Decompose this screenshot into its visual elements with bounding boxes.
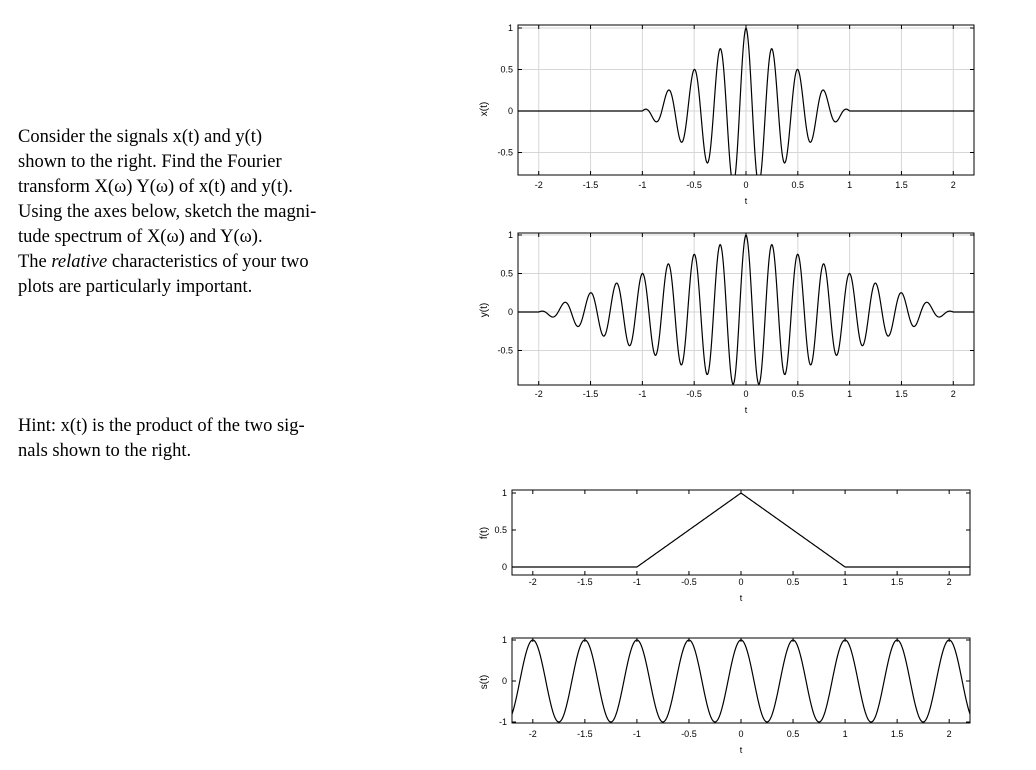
f-ytick-label-1: 0.5: [494, 525, 507, 535]
hint-line-2: nals shown to the right.: [18, 441, 192, 461]
s-ytick-label-2: -1: [498, 717, 507, 727]
hint-line-1: Hint: x(t) is the product of the two sig-: [18, 416, 305, 436]
problem-line-1: Consider the signals x(t) and y(t): [18, 127, 263, 147]
f-ylabel: f(t): [479, 526, 490, 540]
x-xtick-label-2: -1: [638, 180, 647, 190]
relative-emphasis: relative: [51, 252, 108, 272]
y-xtick-label-3: -0.5: [686, 389, 702, 399]
s-xtick-label-2: -1: [632, 729, 641, 739]
x-xtick-label-6: 1: [847, 180, 853, 190]
x-xlabel: t: [744, 196, 748, 206]
s-xtick-label-4: 0: [738, 729, 744, 739]
s-xlabel: t: [739, 745, 743, 755]
f-xtick-label-0: -2: [528, 577, 537, 587]
f-xtick-label-6: 1: [842, 577, 848, 587]
f-xtick-label-5: 0.5: [786, 577, 800, 587]
f-xtick-label-7: 1.5: [890, 577, 904, 587]
y-xlabel: t: [744, 405, 748, 415]
f-ytick-label-2: 0: [501, 562, 507, 572]
problem-line-2: shown to the right. Find the Fourier: [18, 152, 282, 172]
f-ytick-label-0: 1: [501, 488, 507, 498]
s-xtick-label-1: -1.5: [577, 729, 593, 739]
s-xtick-label-6: 1: [842, 729, 848, 739]
f-series-line: [512, 493, 970, 567]
x-ytick-label-0: 1: [507, 23, 513, 33]
x-xtick-label-3: -0.5: [686, 180, 702, 190]
x-xtick-label-8: 2: [950, 180, 956, 190]
s-ytick-label-1: 0: [501, 676, 507, 686]
y-xtick-label-5: 0.5: [791, 389, 805, 399]
y-ytick-label-0: 1: [507, 230, 513, 240]
s-xtick-label-7: 1.5: [890, 729, 904, 739]
x-ylabel: x(t): [479, 101, 490, 117]
f-xtick-label-3: -0.5: [681, 577, 697, 587]
y-xtick-label-2: -1: [638, 389, 647, 399]
x-ytick-label-1: 0.5: [500, 64, 513, 75]
y-xtick-label-8: 2: [950, 389, 956, 399]
s-axes-box: [512, 638, 970, 723]
x-xtick-label-7: 1.5: [895, 180, 908, 190]
problem-line-5: tude spectrum of X(ω) and Y(ω).: [18, 227, 263, 247]
y-ytick-label-3: -0.5: [497, 345, 513, 356]
problem-line-7: plots are particularly important.: [18, 277, 253, 297]
problem-line-6-pre: The: [18, 252, 52, 272]
f-axes-box: [512, 490, 970, 575]
f-xtick-label-2: -1: [632, 577, 641, 587]
x-ytick-label-3: -0.5: [497, 147, 513, 158]
x-xtick-label-0: -2: [534, 180, 543, 190]
y-xtick-label-7: 1.5: [895, 389, 908, 399]
f-xtick-label-4: 0: [738, 577, 744, 587]
f-xtick-label-8: 2: [946, 577, 952, 587]
s-xtick-label-8: 2: [946, 729, 952, 739]
s-ytick-label-0: 1: [501, 635, 507, 645]
y-xtick-label-1: -1.5: [582, 389, 599, 399]
s-xtick-label-0: -2: [528, 729, 537, 739]
y-ytick-label-2: 0: [507, 307, 513, 317]
y-ytick-label-1: 0.5: [500, 268, 513, 279]
s-ylabel: s(t): [479, 674, 490, 690]
x-ytick-label-2: 0: [507, 106, 513, 116]
y-xtick-label-6: 1: [847, 389, 853, 399]
x-xtick-label-1: -1.5: [582, 180, 599, 190]
s-series-line: [512, 640, 970, 722]
s-xtick-label-5: 0.5: [786, 729, 800, 739]
x-xtick-label-5: 0.5: [791, 180, 805, 190]
y-xtick-label-0: -2: [534, 389, 543, 399]
problem-line-3: transform X(ω) Y(ω) of x(t) and y(t).: [18, 177, 293, 197]
problem-line-4: Using the axes below, sketch the magni-: [18, 202, 317, 222]
y-ylabel: y(t): [479, 302, 490, 318]
problem-line-6-post: characteristics of your two: [107, 252, 309, 272]
x-xtick-label-4: 0: [743, 180, 749, 190]
f-xlabel: t: [739, 593, 743, 603]
s-xtick-label-3: -0.5: [681, 729, 697, 739]
f-xtick-label-1: -1.5: [577, 577, 593, 587]
y-xtick-label-4: 0: [743, 389, 749, 399]
